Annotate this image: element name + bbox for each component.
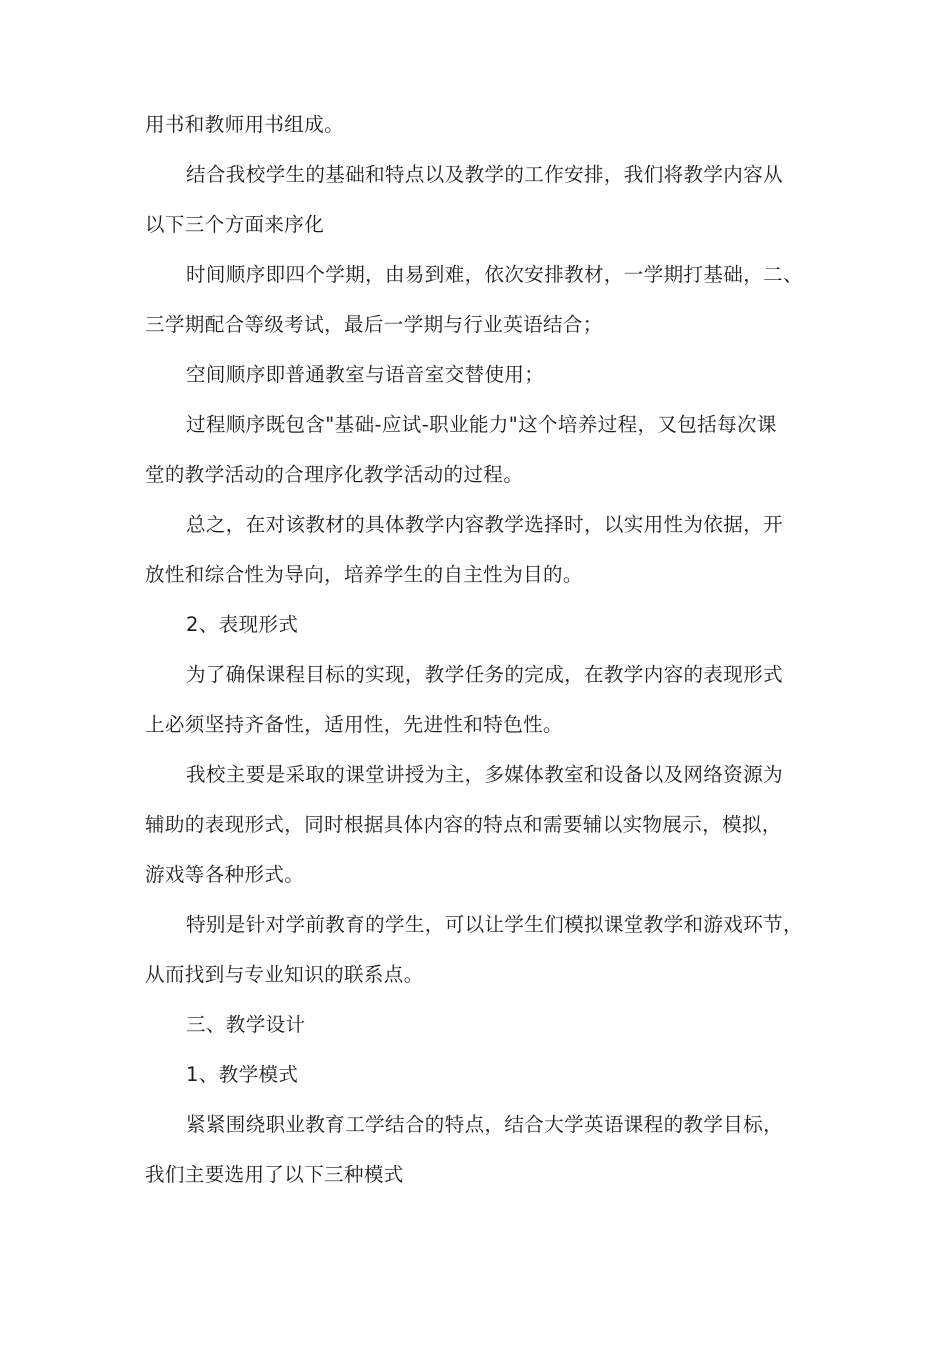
paragraph-line: 空间顺序即普通教室与语音室交替使用； — [186, 363, 545, 386]
paragraph-line: 我校主要是采取的课堂讲授为主，多媒体教室和设备以及网络资源为 — [186, 763, 784, 786]
paragraph-line: 时间顺序即四个学期，由易到难，依次安排教材，一学期打基础，二、 — [186, 263, 803, 286]
paragraph-line: 结合我校学生的基础和特点以及教学的工作安排，我们将教学内容从 — [186, 163, 784, 186]
paragraph-line: 为了确保课程目标的实现，教学任务的完成，在教学内容的表现形式 — [186, 663, 784, 686]
paragraph-line: 紧紧围绕职业教育工学结合的特点，结合大学英语课程的教学目标， — [186, 1113, 784, 1136]
paragraph-line: 特别是针对学前教育的学生，可以让学生们模拟课堂教学和游戏环节， — [186, 913, 803, 936]
subsection-heading: 1、教学模式 — [186, 1063, 299, 1086]
section-heading: 2、表现形式 — [186, 613, 299, 636]
paragraph-line: 游戏等各种形式。 — [145, 863, 305, 886]
section-heading: 三、教学设计 — [186, 1013, 306, 1036]
paragraph-line: 堂的教学活动的合理序化教学活动的过程。 — [145, 463, 524, 486]
paragraph-line: 用书和教师用书组成。 — [145, 113, 345, 136]
paragraph-line: 上必须坚持齐备性，适用性，先进性和特色性。 — [145, 713, 563, 736]
paragraph-line: 总之，在对该教材的具体教学内容教学选择时，以实用性为依据，开 — [186, 513, 784, 536]
paragraph-line: 从而找到与专业知识的联系点。 — [145, 963, 424, 986]
paragraph-line: 辅助的表现形式，同时根据具体内容的特点和需要辅以实物展示，模拟， — [145, 813, 782, 836]
paragraph-line: 放性和综合性为导向，培养学生的自主性为目的。 — [145, 563, 583, 586]
paragraph-line: 我们主要选用了以下三种模式 — [145, 1163, 404, 1186]
paragraph-line: 过程顺序既包含"基础-应试-职业能力"这个培养过程，又包括每次课 — [186, 413, 777, 436]
paragraph-line: 三学期配合等级考试，最后一学期与行业英语结合； — [145, 313, 603, 336]
paragraph-line: 以下三个方面来序化 — [145, 213, 325, 236]
